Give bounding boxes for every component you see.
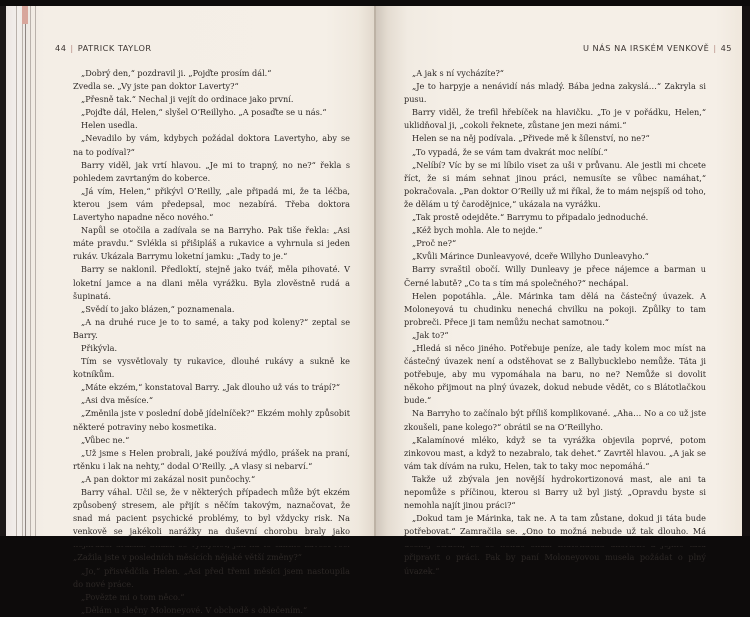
right-page-number: 45 bbox=[720, 43, 732, 53]
paragraph: Barry se naklonil. Předloktí, stejně jako tvář, měla pihovaté. V loketní jamce a na dlani měla vyrážku. Byla zlověstně rudá a šupinatá. bbox=[73, 264, 350, 301]
right-page-body bbox=[404, 67, 706, 578]
paragraph: „Nevadilo by vám, kdybych požádal doktora Lavertyho, aby se na to podíval?“ bbox=[73, 133, 350, 157]
paragraph: Takže už zbývala jen novější hydrokortizonová mast, ale ani ta nepomůže s příčinou, kterou si Barry už byl jistý. „Opravdu byste si nemohla najít jinou práci?“ bbox=[404, 473, 706, 511]
paragraph: „Hledá si něco jiného. Potřebuje peníze, ale tady kolem moc míst na částečný úvazek není a odstěhovat se z Ballybucklebo nemůže. Táta ji potřebuje, aby mu vypomáhala na baru, no ne? Nemůže si dovolit někoho přijmout na plný úvazek, dokud nebude vědět, co s Blátotlačkou bude.“ bbox=[404, 342, 706, 406]
right-running-head bbox=[583, 43, 732, 53]
left-running-head bbox=[55, 43, 152, 53]
header-divider: | bbox=[70, 43, 74, 53]
paragraph: „A na druhé ruce je to to samé, a taky pod koleny?“ zeptal se Barry. bbox=[73, 316, 350, 340]
paragraph: „Kéž bych mohla. Ale to nejde.“ bbox=[412, 225, 543, 236]
left-header-author: PATRICK TAYLOR bbox=[77, 43, 152, 53]
paragraph: Barry viděl, že trefil hřebíček na hlavičku. „To je v pořádku, Helen,“ uklidňoval ji, „cokoli řeknete, zůstane jen mezi námi.“ bbox=[404, 107, 706, 131]
paragraph: „Svědí to jako blázen,“ poznamenala. bbox=[81, 303, 235, 314]
paragraph: „Vůbec ne.“ bbox=[81, 434, 130, 445]
paragraph: „Tak prostě odejděte.“ Barrymu to připadalo jednoduché. bbox=[412, 212, 649, 223]
paragraph: „Změnila jste v poslední době jídelníček?“ Ekzém mohly způsobit některé potraviny nebo kosmetika. bbox=[73, 408, 350, 432]
paragraph: Přikývla. bbox=[81, 342, 118, 353]
paragraph: Helen popotáhla. „Ále. Márinka tam dělá na částečný úvazek. A Moloneyová tu chudinku nenechá chvilku na pokoji. Způlky to tam probreči. Přece ji tam nemůžu nechat samotnou.“ bbox=[404, 290, 706, 327]
paragraph: Tím se vysvětlovaly ty rukavice, dlouhé rukávy a sukně ke kotníkům. bbox=[73, 356, 350, 380]
left-page-body bbox=[73, 67, 350, 617]
paragraph: „Dobrý den,“ pozdravil ji. „Pojďte prosím dál.“ bbox=[81, 68, 272, 78]
paragraph: „A pan doktor mi zakázal nosit punčochy.“ bbox=[81, 473, 256, 484]
right-header-title: U NÁS NA IRSKÉM VENKOVĚ bbox=[582, 43, 710, 53]
paragraph: „To vypadá, že se vám tam dvakrát moc nelíbí.“ bbox=[412, 146, 608, 157]
paragraph: „Proč ne?“ bbox=[412, 238, 457, 249]
paragraph: Barry svraštil obočí. Willy Dunleavy je přece nájemce a barman u Černé labutě? „Co ta s tím má společného?“ nechápal. bbox=[404, 264, 706, 288]
background-bottom bbox=[0, 536, 750, 546]
paragraph: Napůl se otočila a zadívala se na Barryho. Pak tiše řekla: „Asi máte pravdu.“ Svlékla si přišipláš a rukavice a vyhrnula si jeden rukáv. Ukázala Barrymu loketní jamku: „Tady to je.“ bbox=[73, 225, 350, 262]
header-divider: | bbox=[713, 43, 717, 53]
book-cover-edge-right bbox=[742, 6, 750, 536]
paragraph: „Jo,“ přisvědčila Helen. „Asi před třemi měsíci jsem nastoupila do nové práce. bbox=[73, 565, 350, 589]
paragraph: „Kvůli Márince Dunleavyové, dceře Willyho Dunleavyho.“ bbox=[412, 251, 649, 262]
paragraph: „Asi dva měsíce.“ bbox=[81, 395, 154, 406]
left-page-number: 44 bbox=[55, 43, 67, 53]
paragraph: „Dokud tam je Márinka, tak ne. A ta tam zůstane, dokud ji táta bude potřebovat.“ Zamračila se. „Ono to možná nebude už tak dlouho. Má připravit o práci. Pak by paní Moloneyovou musela požádat o plný úvazek.“ bbox=[404, 513, 706, 576]
paragraph: „Kalamínové mléko, když se ta vyrážka objevila poprvé, potom zinkovou mast, a když to nezabralo, tak dehet.“ Zavrtěl hlavou. „A jak se vám tak dívám na ruku, Helen, tak to taky moc nepomáhá.“ bbox=[404, 434, 706, 471]
paragraph: „Pojďte dál, Helen,“ slyšel O’Reillyho. „A posaďte se u nás.“ bbox=[81, 107, 327, 118]
paragraph: Na Barryho to začínalo být příliš komplikované. „Aha… No a co už jste zkoušeli, pane kolego?“ obrátil se na O’Reillyho. bbox=[404, 408, 706, 432]
paragraph: „Už jsme s Helen probrali, jaké používá mýdlo, prášek na praní, rtěnku i lak na nehty,“ dodal O’Reilly. „A vlasy si nebarví.“ bbox=[73, 447, 350, 471]
paragraph: „Povězte mi o tom něco.“ bbox=[81, 591, 185, 602]
paragraph: „Máte ekzém,“ konstatoval Barry. „Jak dlouho už vás to trápí?“ bbox=[81, 382, 341, 393]
paragraph: „Přesně tak.“ Nechal ji vejít do ordinace jako první. bbox=[81, 94, 294, 105]
paragraph: „A jak s ní vycházíte?“ bbox=[412, 68, 504, 78]
paragraph: „Já vím, Helen,“ přikývl O’Reilly, „ale připadá mi, že ta léčba, kterou jsem vám předepsal, moc nezabírá. Třeba doktora Lavertyho napadne něco nového.“ bbox=[73, 185, 350, 223]
paragraph: Helen se na něj podívala. „Přivede mě k šílenství, no ne?“ bbox=[412, 133, 650, 144]
bookmark-ribbon bbox=[22, 6, 28, 24]
paragraph: Barry viděl, jak vrtí hlavou. „Je mi to trapný, no ne?“ řekla s pohledem zavrtaným do koberce. bbox=[73, 159, 350, 183]
paragraph: „Je to harpyje a nenávidí nás mladý. Bába jedna zakyslá…“ Zakryla si pusu. bbox=[404, 81, 706, 105]
page-stack-edges bbox=[14, 6, 38, 536]
paragraph: Barry váhal. Učil se, že v některých případech může být ekzém způsobený stresem, ale přijít s něčím takovým, naznačovat, že snad má pacient psychické problémy, to byl vždycky risk. Na venkově se jakékoli narážky na duševní chorobu braly jako „Zažila jste v posledních měsících nějaké větší změny?“ bbox=[73, 487, 350, 563]
paragraph: Helen usedla. bbox=[81, 120, 138, 131]
paragraph: „Nelíbí? Víc by se mi líbilo viset za uši v průvanu. Ale jestli mi chcete říct, že si mám sehnat jinou práci, nemusíte se vůbec namáhat,“ pokračovala. „Pan doktor O’Reilly už mi říkal, že to mám nejspíš od toho, že dělám u tý čarodějnice,“ ukázala na vyrážku. bbox=[404, 159, 706, 209]
paragraph: „Dělám u slečny Moloneyové. V obchodě s oblečením.“ bbox=[81, 604, 308, 615]
paragraph: Zvedla se. „Vy jste pan doktor Laverty?“ bbox=[73, 81, 239, 92]
paragraph: „Jak to?“ bbox=[412, 329, 449, 340]
